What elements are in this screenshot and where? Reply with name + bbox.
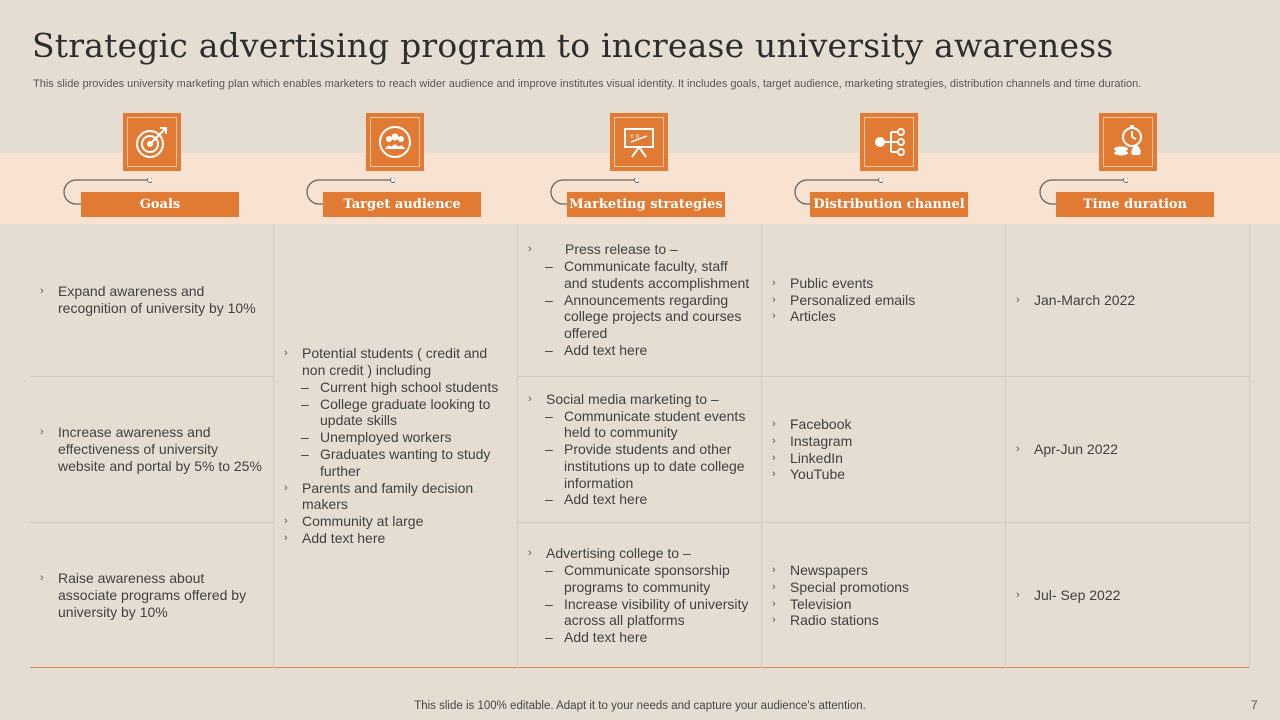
channel-cell (762, 377, 1005, 523)
strategy-cell (518, 224, 761, 377)
time-cell (1006, 377, 1249, 523)
channel-item: › Newspapers (770, 562, 909, 579)
goal-cell (30, 523, 273, 668)
channel-cell (762, 523, 1005, 668)
channel-item: › Personalized emails (770, 292, 915, 309)
program-table (30, 224, 1250, 668)
strategies-column (518, 224, 762, 668)
time-item: › Jan-March 2022 (1014, 292, 1135, 309)
audience-item: › Potential students ( credit and non credit ) including (282, 345, 509, 379)
slide-subtitle: This slide provides university marketing plan which enables marketers to reach wider audience and improve institutes visual identity. It includes goals, target audience, marketing strategies, distribution channels and time duration. (33, 78, 1142, 90)
target-icon (134, 124, 170, 160)
header-icon-box-time (1099, 113, 1157, 171)
presentation-board-icon (621, 124, 657, 160)
distribution-column (762, 224, 1006, 668)
strategy-sub-item: – Communicate student events held to community (526, 408, 753, 442)
strategy-lead: › Social media marketing to – (526, 391, 753, 408)
footer-note: This slide is 100% editable. Adapt it to your needs and capture your audience's attention. (414, 700, 866, 712)
strategy-lead: › Press release to – (526, 241, 753, 258)
channel-item: › Articles (770, 308, 915, 325)
channel-item: › LinkedIn (770, 450, 852, 467)
header-distribution-channel: Distribution channel (810, 192, 968, 217)
time-column (1006, 224, 1250, 668)
audience-item: › Parents and family decision makers (282, 480, 509, 514)
audience-item: › Community at large (282, 513, 509, 530)
stopwatch-money-icon (1110, 124, 1146, 160)
channel-item: › Facebook (770, 416, 852, 433)
audience-sub-item: – Unemployed workers (282, 429, 509, 446)
audience-cell (274, 224, 517, 668)
header-icon-box-audience (366, 113, 424, 171)
goal-item: › Expand awareness and recognition of university by 10% (38, 283, 265, 317)
goal-cell (30, 224, 273, 377)
header-icon-box-distribution (860, 113, 918, 171)
strategy-cell (518, 377, 761, 523)
audience-sub-item: – Graduates wanting to study further (282, 446, 509, 480)
header-goals: Goals (81, 192, 239, 217)
strategy-sub-item: – Increase visibility of university across all platforms (526, 596, 753, 630)
strategy-sub-item: – Communicate faculty, staff and students accomplishment (526, 258, 753, 292)
time-item: › Apr-Jun 2022 (1014, 441, 1118, 458)
audience-item: › Add text here (282, 530, 509, 547)
goals-column (30, 224, 274, 668)
audience-group-icon (377, 124, 413, 160)
network-distribution-icon (871, 124, 907, 160)
channel-item: › YouTube (770, 466, 852, 483)
page-number: 7 (1251, 698, 1258, 712)
strategy-cell (518, 523, 761, 668)
channel-cell (762, 224, 1005, 377)
goal-item: › Raise awareness about associate programs offered by university by 10% (38, 570, 265, 620)
channel-item: › Public events (770, 275, 915, 292)
channel-item: › Radio stations (770, 612, 909, 629)
goal-cell (30, 377, 273, 523)
audience-column (274, 224, 518, 668)
strategy-sub-item: – Add text here (526, 342, 753, 359)
time-item: › Jul- Sep 2022 (1014, 587, 1120, 604)
strategy-lead: › Advertising college to – (526, 545, 753, 562)
strategy-sub-item: – Add text here (526, 629, 753, 646)
slide-title: Strategic advertising program to increase university awareness (32, 26, 1114, 65)
strategy-sub-item: – Announcements regarding college projects and courses offered (526, 292, 753, 342)
strategy-sub-item: – Add text here (526, 491, 753, 508)
strategy-sub-item: – Communicate sponsorship programs to community (526, 562, 753, 596)
header-icon-box-strategies (610, 113, 668, 171)
channel-item: › Television (770, 596, 909, 613)
header-icon-box-goals (123, 113, 181, 171)
header-time-duration: Time duration (1056, 192, 1214, 217)
svg-text:x o: x o (630, 133, 640, 140)
goal-item: › Increase awareness and effectiveness of university website and portal by 5% to 25% (38, 424, 265, 474)
channel-item: › Instagram (770, 433, 852, 450)
audience-sub-item: – Current high school students (282, 379, 509, 396)
header-marketing-strategies: Marketing strategies (567, 192, 725, 217)
strategy-sub-item: – Provide students and other institutions up to date college information (526, 441, 753, 491)
time-cell (1006, 523, 1249, 668)
header-target-audience: Target audience (323, 192, 481, 217)
time-cell (1006, 224, 1249, 377)
channel-item: › Special promotions (770, 579, 909, 596)
audience-sub-item: – College graduate looking to update skills (282, 396, 509, 430)
